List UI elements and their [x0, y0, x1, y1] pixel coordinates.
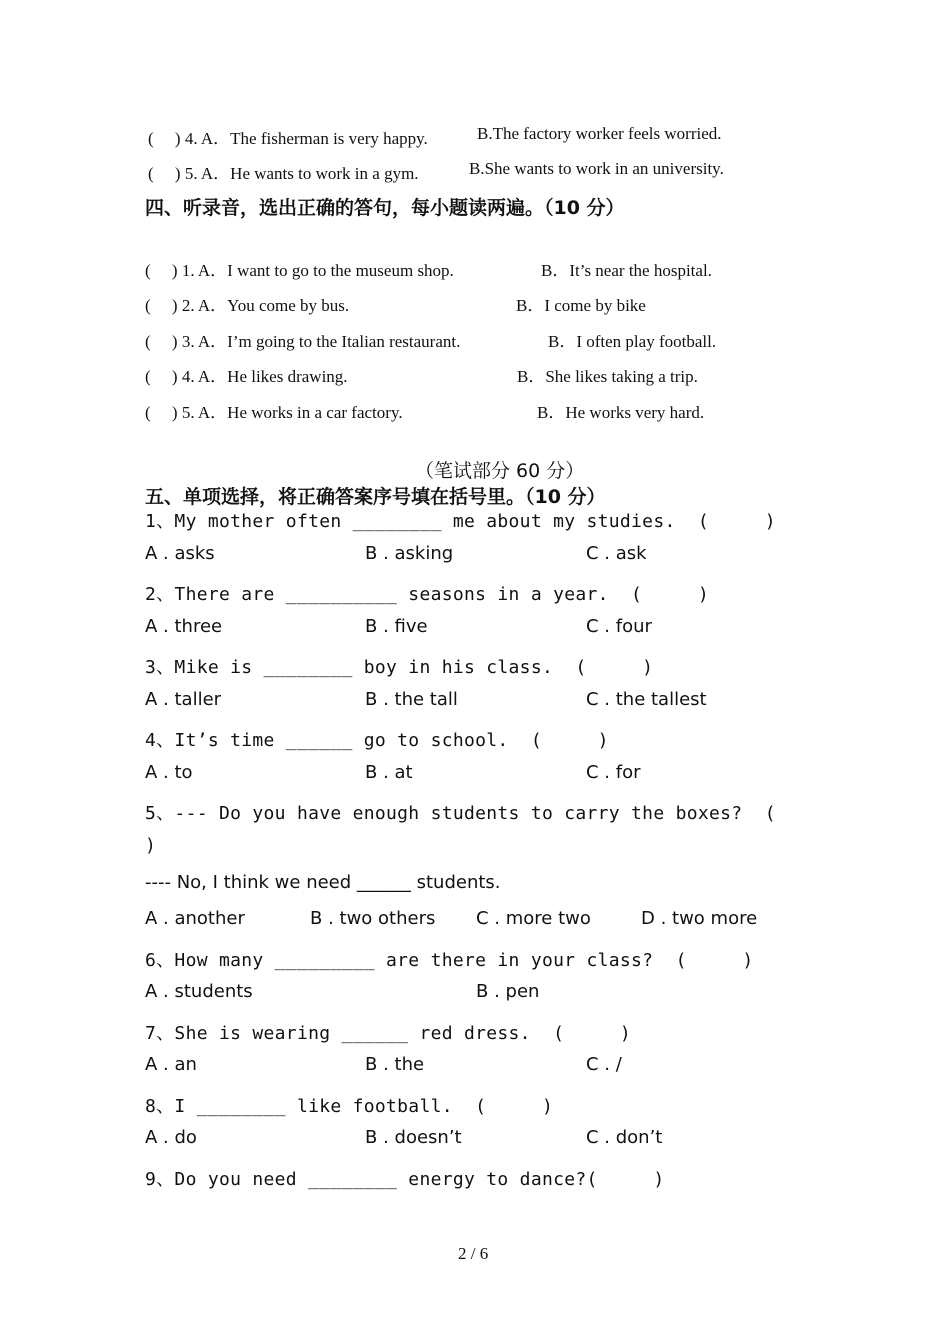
s5-q3-option-b: B . the tall: [365, 689, 458, 710]
s3-q5-option-a: ( ) 5. A．He wants to work in a gym.: [148, 164, 419, 183]
s4-q3-option-a: ( ) 3. A．I’m going to the Italian restaurant.: [145, 332, 461, 351]
s5-q7-question: 7、She is wearing ______ red dress. ( ): [145, 1023, 632, 1044]
s5-q2-option-b: B . five: [365, 616, 428, 637]
s5-q1-option-c: C . ask: [586, 543, 647, 564]
s5-q7-option-c: C . /: [586, 1054, 622, 1075]
s5-q7-option-a: A . an: [145, 1054, 197, 1075]
s3-q4-option-b: B.The factory worker feels worried.: [477, 124, 722, 143]
s5-q6-question: 6、How many _________ are there in your class? ( ): [145, 950, 754, 971]
s5-q5-reply: ---- No, I think we need ______ students.: [145, 872, 501, 893]
written-part-title: （笔试部分 60 分）: [415, 460, 585, 482]
s5-q2-option-a: A . three: [145, 616, 223, 637]
s5-q2-option-c: C . four: [586, 616, 652, 637]
s4-q3-option-b: B．I often play football.: [548, 332, 717, 351]
s5-q8-question: 8、I ________ like football. ( ): [145, 1096, 554, 1117]
s5-q8-option-c: C . don’t: [586, 1127, 663, 1148]
s5-q5-option-c: C . more two: [476, 908, 591, 929]
s5-q2-question: 2、There are __________ seasons in a year. ( ): [145, 584, 710, 605]
s4-q5-option-b: B．He works very hard.: [537, 403, 705, 422]
s5-q5-option-a: A . another: [145, 908, 245, 929]
s5-q8-option-a: A . do: [145, 1127, 197, 1148]
s4-q2-option-b: B．I come by bike: [516, 296, 646, 315]
s4-q4-option-a: ( ) 4. A．He likes drawing.: [145, 367, 348, 386]
s5-q5-question: 5、--- Do you have enough students to carry the boxes? (: [145, 803, 776, 824]
s4-q5-option-a: ( ) 5. A．He works in a car factory.: [145, 403, 403, 422]
s5-q6-option-a: A . students: [145, 981, 253, 1002]
s4-q1-option-a: ( ) 1. A．I want to go to the museum shop.: [145, 261, 454, 280]
s5-q8-option-b: B . doesn’t: [365, 1127, 462, 1148]
s5-q4-question: 4、It’s time ______ go to school. ( ): [145, 730, 609, 751]
s5-q3-option-a: A . taller: [145, 689, 222, 710]
s4-q1-option-b: B．It’s near the hospital.: [541, 261, 712, 280]
section5-title: 五、单项选择，将正确答案序号填在括号里。（10 分）: [145, 486, 606, 508]
s5-q5-option-b: B . two others: [310, 908, 436, 929]
s5-q7-option-b: B . the: [365, 1054, 425, 1075]
s5-q4-option-a: A . to: [145, 762, 193, 783]
section4-title: 四、听录音，选出正确的答句，每小题读两遍。（10 分）: [145, 197, 625, 219]
s5-q1-option-b: B . asking: [365, 543, 454, 564]
s5-q4-option-b: B . at: [365, 762, 413, 783]
s4-q4-option-b: B．She likes taking a trip.: [517, 367, 698, 386]
s5-q1-option-a: A . asks: [145, 543, 215, 564]
s5-q1-question: 1、My mother often ________ me about my studies. ( ): [145, 511, 776, 532]
s5-q6-option-b: B . pen: [476, 981, 540, 1002]
s5-q4-option-c: C . for: [586, 762, 641, 783]
s4-q2-option-a: ( ) 2. A．You come by bus.: [145, 296, 350, 315]
page-number: 2 / 6: [458, 1244, 489, 1263]
s5-q5-question-cont: ): [145, 835, 157, 856]
s5-q5-option-d: D . two more: [641, 908, 758, 929]
s5-q3-option-c: C . the tallest: [586, 689, 707, 710]
s5-q9-question: 9、Do you need ________ energy to dance?( ): [145, 1169, 665, 1190]
s3-q4-option-a: ( ) 4. A．The fisherman is very happy.: [148, 129, 428, 148]
s3-q5-option-b: B.She wants to work in an university.: [469, 159, 724, 178]
s5-q3-question: 3、Mike is ________ boy in his class. ( ): [145, 657, 654, 678]
